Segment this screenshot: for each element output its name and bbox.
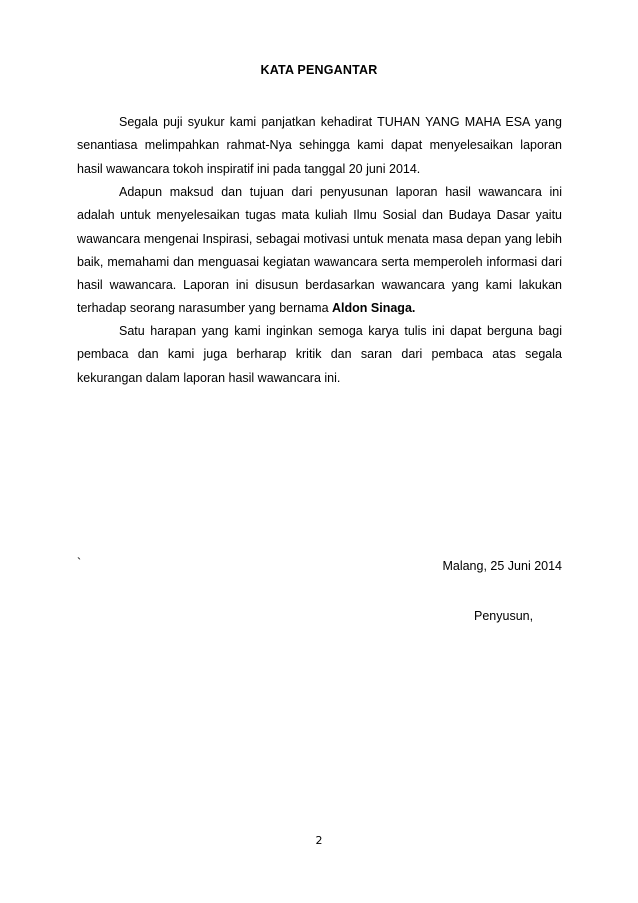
paragraph-hope-text: Satu harapan yang kami inginkan semoga karya tulis ini dapat berguna bagi pembaca dan kami juga berharap kritik dan saran dari pembaca atas segala kekurangan dalam laporan hasil wawancara ini. <box>77 324 562 385</box>
page-number: 2 <box>315 834 323 847</box>
place-date: Malang, 25 Juni 2014 <box>442 559 562 573</box>
paragraph-purpose-text: Adapun maksud dan tujuan dari penyusunan laporan hasil wawancara ini adalah untuk menyelesaikan tugas mata kuliah Ilmu Sosial dan Budaya Dasar yaitu wawancara mengenai Inspirasi, sebagai motivasi untuk menata masa depan yang lebih baik, memahami dan menguasai kegiatan wawancara serta memperoleh informasi dari hasil wawancara. Laporan ini disusun berdasarkan wawancara yang kami lakukan terhadap seorang narasumber yang bernama <box>77 185 562 316</box>
interviewee-name: Aldon Sinaga. <box>332 301 416 316</box>
paragraph-hope <box>77 320 562 390</box>
paragraph-purpose <box>77 181 562 321</box>
paragraph-opening <box>77 111 562 181</box>
author-label: Penyusun, <box>474 609 534 623</box>
paragraph-opening-text: Segala puji syukur kami panjatkan kehadirat TUHAN YANG MAHA ESA yang senantiasa melimpahkan rahmat-Nya sehingga kami dapat menyelesaikan laporan hasil wawancara tokoh inspiratif ini pada tanggal 20 juni 2014. <box>77 115 562 176</box>
page-title: KATA PENGANTAR <box>260 63 378 77</box>
stray-mark: ` <box>77 556 82 570</box>
